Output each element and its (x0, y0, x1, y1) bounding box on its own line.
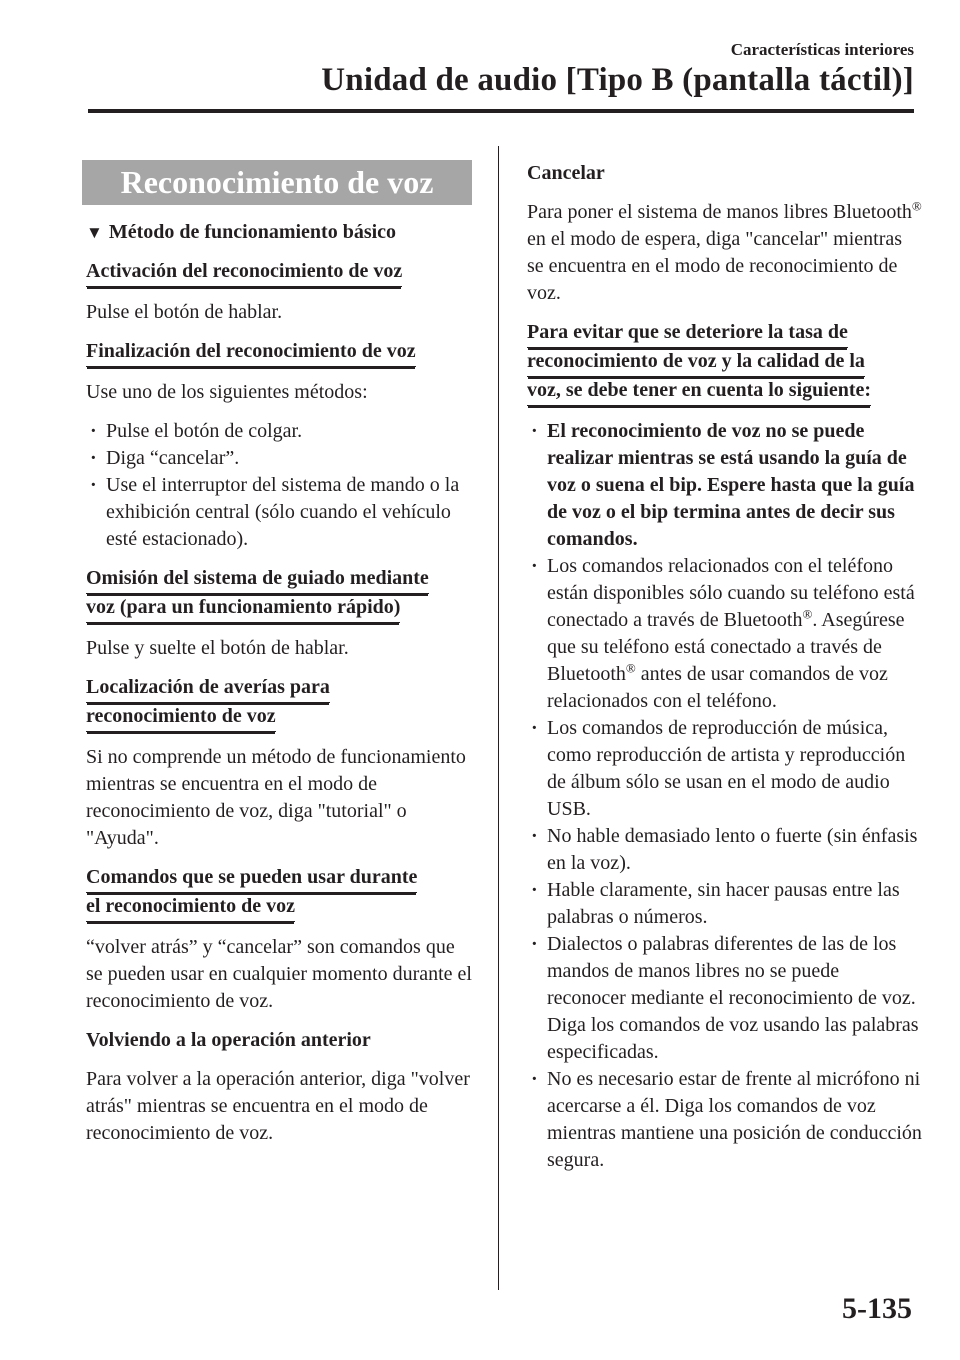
paragraph (527, 199, 922, 307)
cancel-heading: Cancelar (527, 162, 605, 184)
heading-text: Localización de averías para (86, 674, 330, 703)
column-divider (498, 146, 499, 1290)
list-item: · Dialectos o palabras diferentes de las de los mandos de manos libres no se puede reconocer mediante el reconocimiento de voz. Diga los comandos de voz usando las palabras especificadas. (529, 931, 922, 1066)
list-item: · Pulse el botón de colgar. (88, 418, 476, 445)
registered-mark: ® (802, 606, 813, 622)
paragraph: Pulse y suelte el botón de hablar. (86, 637, 349, 659)
list-item: · Hable claramente, sin hacer pausas entre las palabras o números. (529, 877, 922, 931)
heading-text: Para evitar que se deteriore la tasa de (527, 319, 848, 348)
text-run: Los comandos relacionados con el teléfono están disponibles sólo cuando su teléfono está conectado a través de Bluetooth (547, 555, 915, 631)
paragraph: Si no comprende un método de funcionamiento mientras se encuentra en el modo de reconocimiento de voz, diga "tutorial" o "Ayuda". (86, 746, 466, 849)
subsection-heading (527, 319, 922, 406)
section-label: Características interiores (730, 40, 914, 59)
paragraph: Para volver a la operación anterior, diga "volver atrás" mientras se encuentra en el modo de reconocimiento de voz. (86, 1068, 470, 1144)
heading-text: Finalización del reconocimiento de voz (86, 338, 416, 367)
heading-text: reconocimiento de voz (86, 703, 276, 732)
list-item: · Diga “cancelar”. (88, 445, 476, 472)
list-item: · Los comandos de reproducción de música, como reproducción de artista y reproducción de álbum sólo se usan en el modo de audio USB. (529, 715, 922, 823)
text-run: en el modo de espera, diga "cancelar" mientras se encuentra en el modo de reconocimiento de voz. (527, 228, 903, 304)
list-item: · El reconocimiento de voz no se puede realizar mientras se está usando la guía de voz o suena el bip. Espere hasta que la guía de voz o el bip termina antes de decir sus comandos. (529, 418, 922, 553)
text-run: Para poner el sistema de manos libres Bluetooth (527, 201, 912, 223)
text-run: antes de usar comandos de voz relacionados con el teléfono. (547, 663, 888, 712)
heading-text: Comandos que se pueden usar durante (86, 864, 417, 893)
subsection-heading (86, 565, 476, 623)
heading-text: el reconocimiento de voz (86, 893, 295, 922)
bullet-list (527, 418, 922, 1174)
heading-text: voz (para un funcionamiento rápido) (86, 594, 400, 623)
subsection-heading (86, 338, 476, 367)
bullet-list (86, 418, 476, 553)
heading-text: Omisión del sistema de guiado mediante (86, 565, 429, 594)
registered-mark: ® (911, 198, 922, 214)
heading-text: Activación del reconocimiento de voz (86, 258, 402, 287)
subsection-heading (86, 674, 476, 732)
right-column (527, 160, 922, 1186)
subsection-heading (86, 864, 476, 922)
registered-mark: ® (625, 660, 636, 676)
left-column (86, 160, 476, 1159)
list-item: · No hable demasiado lento o fuerte (sin énfasis en la voz). (529, 823, 922, 877)
paragraph: Pulse el botón de hablar. (86, 301, 283, 323)
triangle-down-icon: ▼ (86, 223, 103, 242)
list-item: · No es necesario estar de frente al micrófono ni acercarse a él. Diga los comandos de voz mientras mantiene una posición de conducción segura. (529, 1066, 922, 1174)
paragraph: Use uno de los siguientes métodos: (86, 381, 368, 403)
text-run: . Asegúrese que su teléfono está conectado a través de Bluetooth (547, 609, 905, 685)
subsection-heading (86, 258, 476, 287)
list-item: · Use el interruptor del sistema de mando o la exhibición central (sólo cuando el vehículo esté estacionado). (88, 472, 476, 553)
method-heading-text: Método de funcionamiento básico (108, 221, 397, 243)
section-banner: Reconocimiento de voz (82, 160, 472, 205)
header-rule (88, 109, 914, 113)
method-heading (86, 219, 476, 246)
heading-text: reconocimiento de voz y la calidad de la (527, 348, 865, 377)
heading-text: voz, se debe tener en cuenta lo siguiente: (527, 377, 871, 406)
paragraph: “volver atrás” y “cancelar” son comandos que se pueden usar en cualquier momento durante el reconocimiento de voz. (86, 936, 472, 1012)
page-title: Unidad de audio [Tipo B (pantalla táctil)] (321, 62, 914, 98)
subsection-heading: Volviendo a la operación anterior (86, 1029, 371, 1051)
list-item (529, 553, 922, 715)
page-number: 5-135 (842, 1292, 912, 1325)
